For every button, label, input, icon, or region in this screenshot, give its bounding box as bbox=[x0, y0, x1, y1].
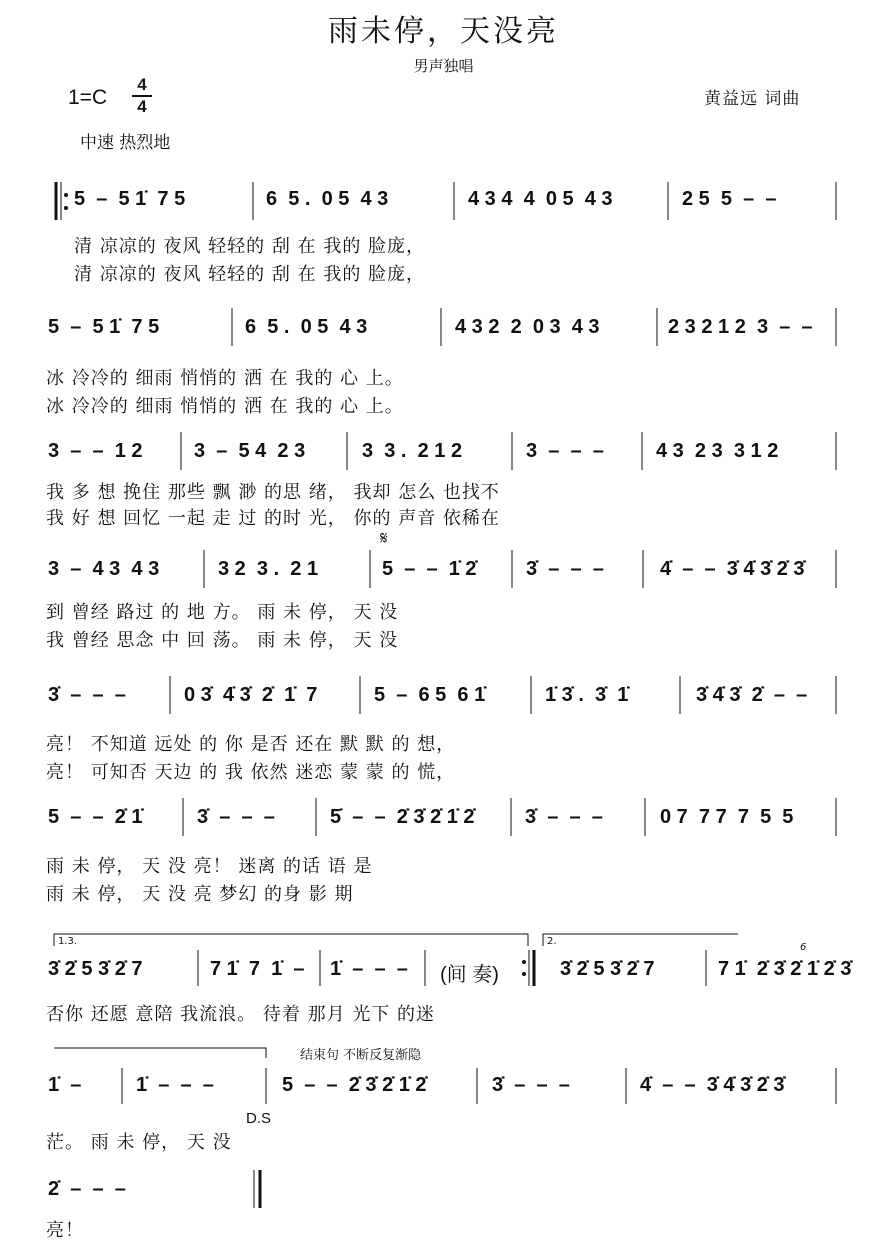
measure-3-3: 3 3 . 2 1 2 bbox=[362, 440, 463, 462]
measure-2-2: 6 5 . 0 5 4 3 bbox=[245, 316, 368, 338]
measure-8-2: 1̇ – – – bbox=[136, 1074, 214, 1096]
lyrics-2b: 冰 冷冷的 细雨 悄悄的 洒 在 我的 心 上。 bbox=[46, 396, 404, 417]
time-bottom: 4 bbox=[137, 97, 147, 116]
measure-7-1: 3̇ 2̇ 5 3̇ 2̇ 7 bbox=[48, 958, 143, 980]
lyrics-1b: 清 凉凉的 夜风 轻轻的 刮 在 我的 脸庞， bbox=[74, 264, 426, 285]
lyrics-7a: 否你 还愿 意陪 我流浪。 待着 那月 光下 的迷 bbox=[46, 1004, 436, 1025]
measure-6-5: 0 7 7 7 7 5 5 bbox=[660, 806, 794, 828]
measure-6-3: 5̇ – – 2̇ 3̇ 2̇ 1̇ 2̇ bbox=[330, 806, 475, 828]
measure-6-4: 3̇ – – – bbox=[525, 806, 603, 828]
time-signature bbox=[132, 76, 152, 116]
lyrics-5a: 亮！ 不知道 远处 的 你 是否 还在 默 默 的 想， bbox=[46, 734, 456, 755]
dal-segno: D.S bbox=[246, 1110, 272, 1127]
ending-note: 结束句 不断反复渐隐 bbox=[300, 1048, 422, 1063]
measure-5-2: 0 3̇ 4̇ 3̇ 2̇ 1̇ 7 bbox=[184, 684, 318, 706]
measure-3-1: 3 – – 1 2 bbox=[48, 440, 143, 462]
measure-2-4: 2 3 2 1 2 3 – – bbox=[668, 316, 813, 338]
measure-5-4: 1̇ 3̇ . 3̇ 1̇ bbox=[545, 684, 629, 706]
lyrics-1a: 清 凉凉的 夜风 轻轻的 刮 在 我的 脸庞， bbox=[74, 236, 426, 257]
measure-9-1: 2̇ – – – bbox=[48, 1178, 126, 1200]
volta-1: 1.3. bbox=[58, 936, 78, 947]
measure-7-6: 7 1̇ 2̇ 3̇ 2̇ 1̇ 2̇ 3̇ bbox=[718, 958, 852, 980]
lyrics-6a: 雨 未 停， 天 没 亮！ 迷离 的话 语 是 bbox=[46, 856, 373, 877]
measure-1-4: 2 5 5 – – bbox=[682, 188, 777, 210]
measure-6-2: 3̇ – – – bbox=[197, 806, 275, 828]
volta-2: 2. bbox=[547, 936, 557, 947]
measure-7-5: 3̇ 2̇ 5 3̇ 2̇ 7 bbox=[560, 958, 655, 980]
measure-4-1: 3 – 4 3 4 3 bbox=[48, 558, 160, 580]
measure-7-4: (间 奏) bbox=[440, 964, 499, 986]
segno-mark: 𝄋 bbox=[380, 528, 388, 549]
lyrics-5b: 亮！ 可知否 天边 的 我 依然 迷恋 蒙 蒙 的 慌， bbox=[46, 762, 456, 783]
composer-credit: 黄益远 词曲 bbox=[704, 89, 801, 109]
measure-1-3: 4 3 4 4 0 5 4 3 bbox=[468, 188, 613, 210]
song-title: 雨未停，天没亮 bbox=[328, 14, 559, 49]
measure-4-3: 5 – – 1̇ 2̇ bbox=[382, 558, 477, 580]
triplet-mark: 6 bbox=[800, 942, 807, 953]
measure-2-3: 4 3 2 2 0 3 4 3 bbox=[455, 316, 600, 338]
measure-8-3: 5 – – 2̇ 3̇ 2̇ 1̇ 2̇ bbox=[282, 1074, 427, 1096]
time-top: 4 bbox=[137, 75, 147, 94]
lyrics-9a: 亮！ bbox=[46, 1220, 84, 1241]
measure-5-3: 5 – 6 5 6 1̇ bbox=[374, 684, 486, 706]
measure-7-3: 1̇ – – – bbox=[330, 958, 408, 980]
measure-8-1: 1̇ – bbox=[48, 1074, 82, 1096]
measure-3-5: 4 3 2 3 3 1 2 bbox=[656, 440, 779, 462]
measure-4-2: 3 2 3 . 2 1 bbox=[218, 558, 319, 580]
measure-1-1: 5 – 5 1̇ 7 5 bbox=[74, 188, 186, 210]
measure-5-5: 3̇ 4̇ 3̇ 2̇ – – bbox=[696, 684, 808, 706]
lyrics-3b: 我 好 想 回忆 一起 走 过 的时 光， 你的 声音 依稀在 bbox=[46, 508, 500, 529]
measure-3-2: 3 – 5 4 2 3 bbox=[194, 440, 306, 462]
measure-4-4: 3̇ – – – bbox=[526, 558, 604, 580]
measure-3-4: 3 – – – bbox=[526, 440, 604, 462]
lyrics-3a: 我 多 想 挽住 那些 飘 渺 的思 绪， 我却 怎么 也找不 bbox=[46, 482, 500, 503]
tempo-marking: 中速 热烈地 bbox=[80, 133, 171, 153]
key-signature: 1=C bbox=[68, 86, 108, 109]
lyrics-8a: 茫。 雨 未 停， 天 没 bbox=[46, 1132, 232, 1153]
lyrics-6b: 雨 未 停， 天 没 亮 梦幻 的身 影 期 bbox=[46, 884, 354, 905]
measure-1-2: 6 5 . 0 5 4 3 bbox=[266, 188, 389, 210]
measure-2-1: 5 – 5 1̇ 7 5 bbox=[48, 316, 160, 338]
subtitle: 男声独唱 bbox=[413, 57, 474, 75]
lyrics-4a: 到 曾经 路过 的 地 方。 雨 未 停， 天 没 bbox=[46, 602, 399, 623]
measure-6-1: 5 – – 2̇ 1̇ bbox=[48, 806, 143, 828]
measure-8-4: 3̇ – – – bbox=[492, 1074, 570, 1096]
measure-8-5: 4̇ – – 3̇ 4̇ 3̇ 2̇ 3̇ bbox=[640, 1074, 785, 1096]
lyrics-2a: 冰 冷冷的 细雨 悄悄的 洒 在 我的 心 上。 bbox=[46, 368, 404, 389]
barlines-9 bbox=[0, 1168, 887, 1212]
measure-7-2: 7 1̇ 7 1̇ – bbox=[210, 958, 305, 980]
measure-4-5: 4̇ – – 3̇ 4̇ 3̇ 2̇ 3̇ bbox=[660, 558, 805, 580]
lyrics-4b: 我 曾经 思念 中 回 荡。 雨 未 停， 天 没 bbox=[46, 630, 399, 651]
measure-5-1: 3̇ – – – bbox=[48, 684, 126, 706]
